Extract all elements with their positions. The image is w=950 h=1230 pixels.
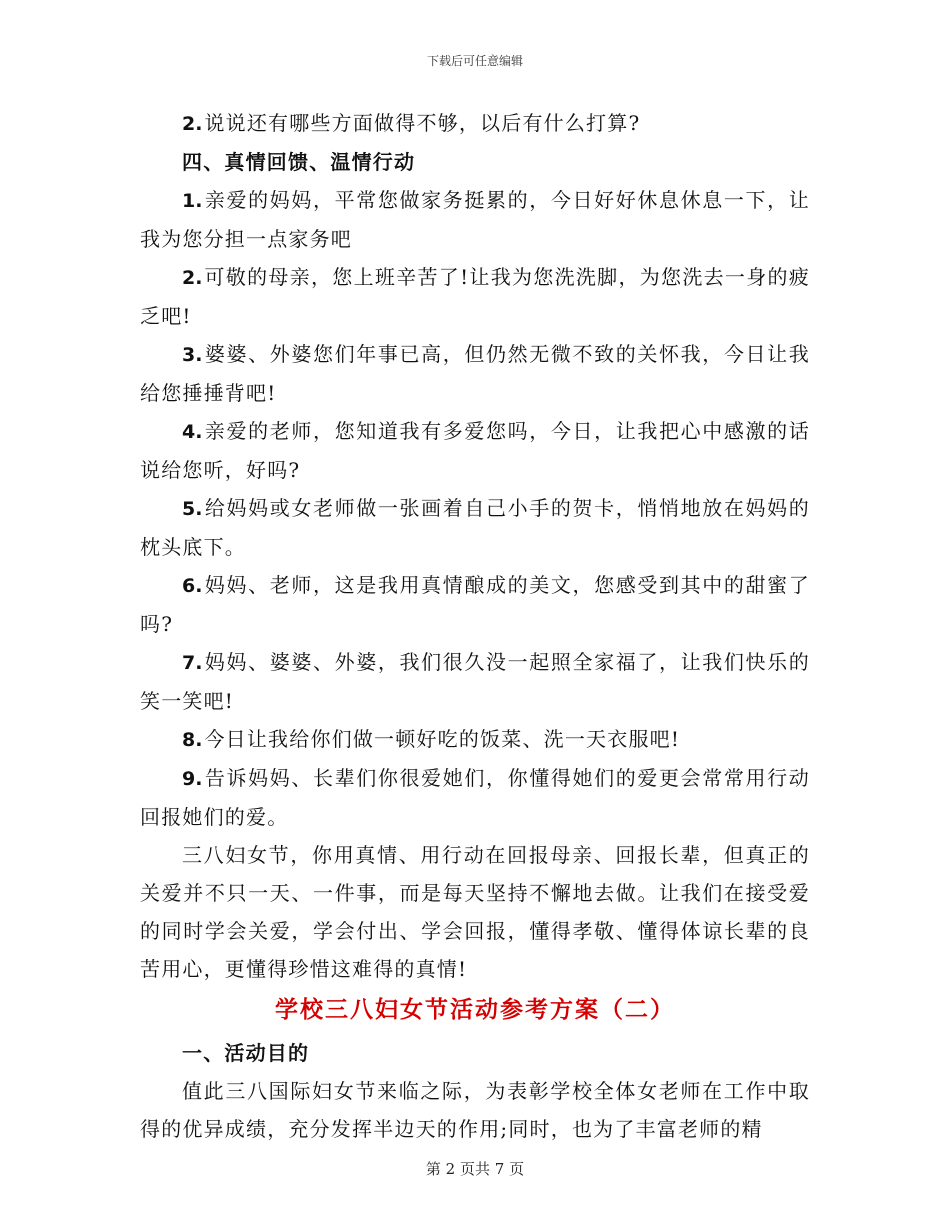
- list-item: [140, 489, 810, 566]
- item-text: 说说还有哪些方面做得不够，以后有什么打算?: [204, 111, 641, 135]
- item-text: 妈妈、老师，这是我用真情酿成的美文，您感受到其中的甜蜜了吗?: [140, 573, 810, 636]
- list-item: [140, 759, 810, 836]
- section-title: 学校三八妇女节活动参考方案（二）: [275, 997, 675, 1023]
- conclusion-paragraph: 三八妇女节，你用真情、用行动在回报母亲、回报长辈，但真正的关爱并不只一天、一件事，而是每天坚持不懈地去做。让我们在接受爱的同时学会关爱，学会付出、学会回报，懂得孝敬、懂得体谅长辈的良苦用心，更懂得珍惜这难得的真情!: [140, 843, 810, 981]
- list-item: [140, 104, 810, 143]
- item-number: 9.: [182, 768, 203, 790]
- section-heading: 一、活动目的: [182, 1041, 310, 1065]
- item-text: 可敬的母亲，您上班辛苦了!让我为您洗洗脚，为您洗去一身的疲乏吧!: [140, 265, 810, 328]
- list-item: [140, 566, 810, 643]
- document-body: [140, 104, 810, 1148]
- item-text: 亲爱的老师，您知道我有多爱您吗，今日，让我把心中感激的话说给您听，好吗?: [140, 419, 810, 482]
- item-number: 2.: [182, 113, 203, 135]
- item-text: 今日让我给你们做一顿好吃的饭菜、洗一天衣服吧!: [204, 727, 681, 751]
- list-item: [140, 643, 810, 720]
- page-header: 下载后可任意编辑: [426, 54, 523, 68]
- list-item: [140, 181, 810, 258]
- list-item: [140, 258, 810, 335]
- item-text: 婆婆、外婆您们年事已高，但仍然无微不致的关怀我，今日让我给您捶捶背吧!: [140, 342, 810, 405]
- item-number: 2.: [182, 267, 203, 289]
- item-number: 3.: [182, 344, 203, 366]
- item-number: 7.: [182, 652, 203, 674]
- list-item: [140, 412, 810, 489]
- item-text: 亲爱的妈妈，平常您做家务挺累的，今日好好休息休息一下，让我为您分担一点家务吧: [140, 188, 810, 251]
- page-footer: 第 2 页共 7 页: [425, 1160, 525, 1178]
- item-number: 6.: [182, 575, 203, 597]
- item-number: 5.: [182, 498, 203, 520]
- list-item: [140, 720, 810, 759]
- item-number: 8.: [182, 729, 203, 751]
- item-number: 4.: [182, 421, 203, 443]
- item-text: 妈妈、婆婆、外婆，我们很久没一起照全家福了，让我们快乐的笑一笑吧!: [140, 650, 810, 713]
- item-number: 1.: [182, 190, 203, 212]
- list-item: [140, 335, 810, 412]
- section-heading: 四、真情回馈、温情行动: [182, 150, 416, 174]
- item-text: 给妈妈或女老师做一张画着自己小手的贺卡，悄悄地放在妈妈的枕头底下。: [140, 496, 810, 559]
- item-text: 告诉妈妈、长辈们你很爱她们，你懂得她们的爱更会常常用行动回报她们的爱。: [140, 766, 810, 829]
- body-paragraph: 值此三八国际妇女节来临之际，为表彰学校全体女老师在工作中取得的优异成绩，充分发挥半边天的作用;同时，也为了丰富老师的精: [140, 1079, 810, 1141]
